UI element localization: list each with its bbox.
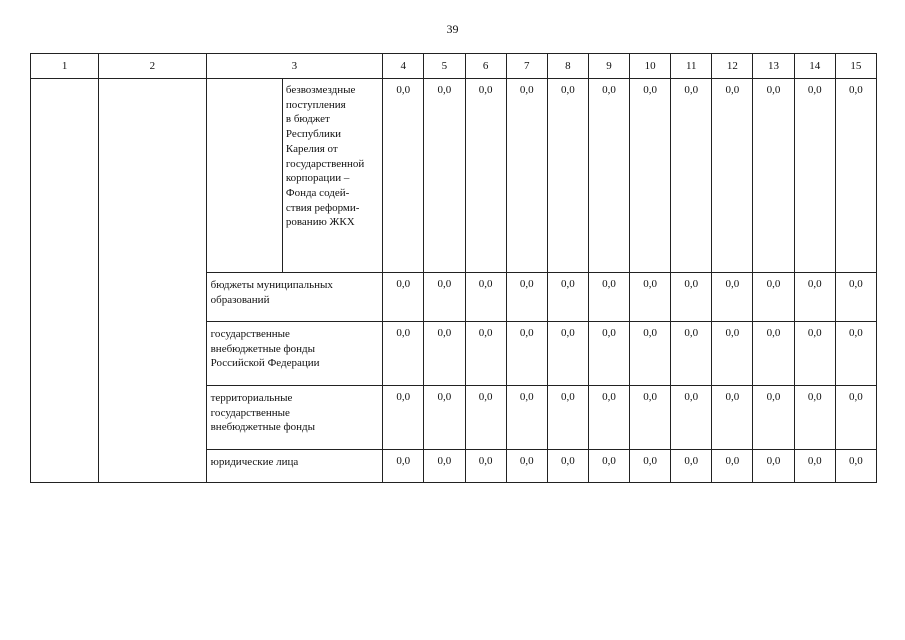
value-cell: 0,0 [835, 322, 876, 386]
row-label-line: государственные [210, 328, 290, 340]
row-label-line: образований [210, 293, 270, 306]
value-cell: 0,0 [671, 322, 712, 386]
column-header: 1 [31, 54, 99, 79]
value-cell: 0,0 [506, 450, 547, 483]
column-1-cell [31, 79, 99, 483]
value-cell: 0,0 [630, 386, 671, 450]
value-cell: 0,0 [671, 273, 712, 322]
value-cell: 0,0 [630, 273, 671, 322]
row-label [206, 273, 383, 322]
column-number-row [31, 54, 877, 79]
value-cell: 0,0 [383, 386, 424, 450]
value-cell: 0,0 [465, 273, 506, 322]
column-header: 2 [99, 54, 206, 79]
value-cell: 0,0 [712, 450, 753, 483]
value-cell: 0,0 [712, 322, 753, 386]
value-cell: 0,0 [835, 79, 876, 273]
row-label-line: в бюджет [285, 113, 330, 126]
value-cell: 0,0 [671, 386, 712, 450]
value-cell: 0,0 [835, 450, 876, 483]
value-cell: 0,0 [424, 386, 465, 450]
value-cell: 0,0 [465, 79, 506, 273]
value-cell: 0,0 [712, 79, 753, 273]
row-label [206, 386, 383, 450]
page-number: 39 [446, 22, 459, 36]
value-cell: 0,0 [588, 450, 629, 483]
column-header: 10 [630, 54, 671, 79]
value-cell: 0,0 [506, 386, 547, 450]
row-label [282, 79, 382, 273]
row-label [206, 450, 383, 483]
row-label-line: государственной [285, 157, 365, 170]
column-header: 14 [794, 54, 835, 79]
value-cell: 0,0 [794, 79, 835, 273]
column-header: 6 [465, 54, 506, 79]
column-header: 13 [753, 54, 794, 79]
column-header: 8 [547, 54, 588, 79]
value-cell: 0,0 [383, 450, 424, 483]
value-cell: 0,0 [794, 273, 835, 322]
value-cell: 0,0 [712, 386, 753, 450]
row-label-line: бюджеты муниципальных [210, 279, 333, 291]
value-cell: 0,0 [588, 273, 629, 322]
value-cell: 0,0 [630, 322, 671, 386]
row-label-line: рованию ЖКХ [285, 216, 355, 229]
value-cell: 0,0 [794, 450, 835, 483]
column-3-indent-cell [206, 79, 282, 273]
value-cell: 0,0 [835, 386, 876, 450]
value-cell: 0,0 [794, 322, 835, 386]
value-cell: 0,0 [383, 273, 424, 322]
value-cell: 0,0 [506, 322, 547, 386]
value-cell: 0,0 [424, 322, 465, 386]
row-label-line: Республики [285, 128, 342, 141]
value-cell: 0,0 [547, 322, 588, 386]
table-row [31, 79, 877, 273]
column-header: 7 [506, 54, 547, 79]
column-header: 3 [206, 54, 383, 79]
column-header: 4 [383, 54, 424, 79]
value-cell: 0,0 [547, 386, 588, 450]
row-label [206, 322, 383, 386]
value-cell: 0,0 [547, 450, 588, 483]
value-cell: 0,0 [465, 450, 506, 483]
column-header: 9 [588, 54, 629, 79]
value-cell: 0,0 [835, 273, 876, 322]
value-cell: 0,0 [588, 79, 629, 273]
value-cell: 0,0 [753, 322, 794, 386]
row-label-line: корпорации – [285, 172, 350, 185]
value-cell: 0,0 [753, 386, 794, 450]
value-cell: 0,0 [630, 450, 671, 483]
value-cell: 0,0 [794, 386, 835, 450]
row-label-line: ствия реформи- [285, 201, 360, 214]
value-cell: 0,0 [630, 79, 671, 273]
column-header: 11 [671, 54, 712, 79]
value-cell: 0,0 [588, 322, 629, 386]
value-cell: 0,0 [671, 450, 712, 483]
value-cell: 0,0 [506, 79, 547, 273]
value-cell: 0,0 [588, 386, 629, 450]
value-cell: 0,0 [424, 273, 465, 322]
column-header: 15 [835, 54, 876, 79]
value-cell: 0,0 [424, 450, 465, 483]
value-cell: 0,0 [547, 79, 588, 273]
value-cell: 0,0 [753, 273, 794, 322]
value-cell: 0,0 [424, 79, 465, 273]
row-label-line: поступления [285, 98, 346, 111]
value-cell: 0,0 [671, 79, 712, 273]
value-cell: 0,0 [506, 273, 547, 322]
column-2-cell [99, 79, 206, 483]
value-cell: 0,0 [383, 79, 424, 273]
budget-table [30, 53, 877, 483]
value-cell: 0,0 [465, 386, 506, 450]
value-cell: 0,0 [712, 273, 753, 322]
value-cell: 0,0 [547, 273, 588, 322]
value-cell: 0,0 [753, 79, 794, 273]
row-label-line: юридические лица [210, 456, 299, 468]
column-header: 5 [424, 54, 465, 79]
row-label-line: Фонда содей- [285, 186, 350, 199]
value-cell: 0,0 [753, 450, 794, 483]
row-label-line: территориальные [210, 392, 293, 404]
row-label-line: Российской Федерации [210, 357, 320, 369]
column-header: 12 [712, 54, 753, 79]
value-cell: 0,0 [383, 322, 424, 386]
row-label-line: внебюджетные фонды [210, 342, 315, 355]
row-label-line: безвозмездные [285, 84, 356, 96]
row-label-line: Карелия от [285, 142, 338, 155]
row-label-line: внебюджетные фонды [210, 421, 315, 433]
row-label-line: государственные [210, 406, 290, 419]
value-cell: 0,0 [465, 322, 506, 386]
